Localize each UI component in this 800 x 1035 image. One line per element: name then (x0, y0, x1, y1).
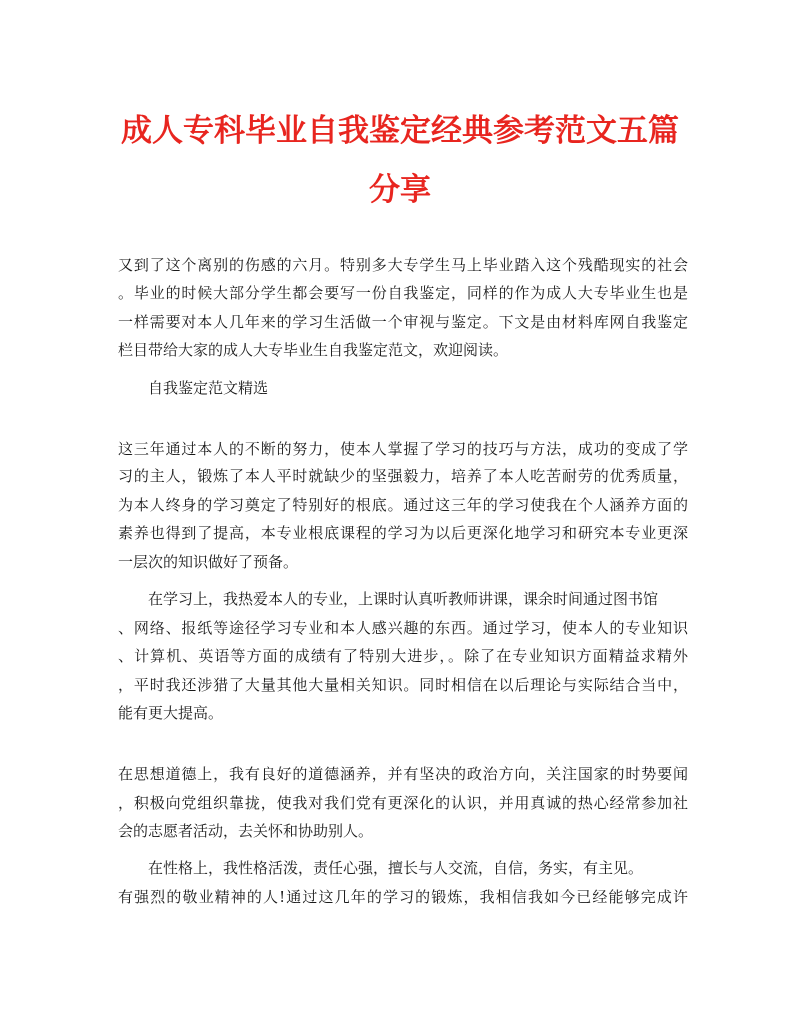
section-heading: 自我鉴定范文精选 (148, 379, 269, 397)
paragraph-line: 会的志愿者活动，去关怀和协助别人。 (118, 822, 374, 840)
paragraph-line: 能有更大提高。 (118, 704, 224, 722)
paragraph-line: 习的主人，锻炼了本人平时就缺少的坚强毅力，培养了本人吃苦耐劳的优秀质量， (118, 467, 688, 485)
paragraph-line: 一层次的知识做好了预备。 (118, 553, 299, 571)
document-title-line-1: 成人专科毕业自我鉴定经典参考范文五篇 (121, 113, 679, 149)
paragraph-line: 栏目带给大家的成人大专毕业生自我鉴定范文，欢迎阅读。 (118, 341, 509, 359)
paragraph-line: ，积极向党组织靠拢，使我对我们党有更深化的认识，并用真诚的热心经常参加社 (118, 794, 688, 812)
paragraph-line: 有强烈的敬业精神的人!通过这几年的学习的锻炼，我相信我如今已经能够完成许 (118, 888, 688, 906)
paragraph-line: 在思想道德上，我有良好的道德涵养，并有坚决的政治方向，关注国家的时势要闻 (118, 765, 688, 783)
paragraph-line: 、计算机、英语等方面的成绩有了特别大进步，。除了在专业知识方面精益求精外 (118, 647, 688, 665)
document-title-line-2: 分享 (369, 172, 431, 208)
paragraph-line: 在性格上，我性格活泼，责任心强，擅长与人交流，自信，务实，有主见。 (148, 859, 644, 877)
paragraph-line: 素养也得到了提高，本专业根底课程的学习为以后更深化地学习和研究本专业更深 (118, 524, 688, 542)
paragraph-line: 一样需要对本人几年来的学习生活做一个审视与鉴定。下文是由材料库网自我鉴定 (118, 313, 688, 331)
paragraph-line: 又到了这个离别的伤感的六月。特别多大专学生马上毕业踏入这个残酷现实的社会 (118, 256, 688, 274)
paragraph-line: 在学习上，我热爱本人的专业，上课时认真听教师讲课，课余时间通过图书馆 (148, 590, 659, 608)
paragraph-line: 、网络、报纸等途径学习专业和本人感兴趣的东西。通过学习，使本人的专业知识 (118, 619, 688, 637)
paragraph-line: 。毕业的时候大部分学生都会要写一份自我鉴定，同样的作为成人大专毕业生也是 (118, 284, 688, 302)
paragraph-line: 这三年通过本人的不断的努力，使本人掌握了学习的技巧与方法，成功的变成了学 (118, 440, 688, 458)
paragraph-line: ，平时我还涉猎了大量其他大量相关知识。同时相信在以后理论与实际结合当中， (118, 676, 688, 694)
paragraph-line: 为本人终身的学习奠定了特别好的根底。通过这三年的学习使我在个人涵养方面的 (118, 496, 688, 514)
